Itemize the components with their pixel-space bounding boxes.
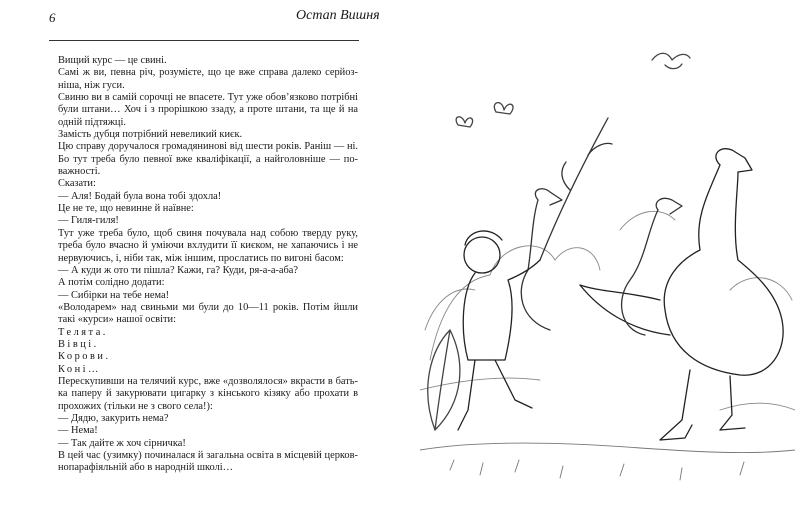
paragraph: — Дядю, закурить нема? bbox=[58, 412, 169, 424]
paragraph: — Аля! Бодай була вона тобі здохла! bbox=[58, 190, 222, 202]
paragraph: — Гиля-гиля! bbox=[58, 215, 119, 227]
paragraph: Самі ж ви, певна річ, розумієте, що це вже справа далеко серйозніша, ніж гуси. bbox=[58, 67, 358, 91]
paragraph: А потім солідно додати: bbox=[58, 277, 165, 289]
header-rule bbox=[49, 40, 359, 41]
ground-grass bbox=[420, 443, 795, 480]
paragraph: В цей час (узимку) починалася й загальна освіта в місцевій церковнопарафіяльній або в народній школі… bbox=[58, 450, 358, 474]
branch-stick bbox=[540, 118, 612, 260]
paragraph: Сказати: bbox=[58, 178, 96, 190]
course-item: Корови. bbox=[58, 351, 111, 363]
bird-icon bbox=[652, 53, 690, 68]
paragraph: Свиню ви в самій сорочці не впасете. Тут уже обов’язково потрібні були штани… Хоч і з прорішкою ззаду, а проте штани, та ще й на одній підтяжці. bbox=[58, 92, 358, 128]
paragraph: Замість дубця потрібний невеликий києк. bbox=[58, 129, 243, 141]
paragraph: Перескупивши на телячий курс, вже «дозволялося» вкрасти в батька паперу й закурювати цигарку з кінського кізяку або прохати в прохожих (тільки не з свого села!): bbox=[58, 375, 358, 412]
paragraph: Вищий курс — це свині. bbox=[58, 55, 167, 66]
course-item: Коні… bbox=[58, 363, 101, 375]
paragraph: — Так дайте ж хоч сірничка! bbox=[58, 437, 186, 449]
leaf bbox=[428, 330, 460, 430]
goose-large bbox=[580, 149, 783, 440]
butterfly-icon bbox=[456, 103, 513, 127]
paragraph: Це не те, що невинне й наївне: bbox=[58, 203, 194, 215]
running-title: Остап Вишня bbox=[296, 8, 380, 23]
course-item: Вівці. bbox=[58, 338, 99, 350]
paragraph: — Сибірки на тебе нема! bbox=[58, 289, 170, 301]
illustration-boy-geese bbox=[420, 30, 795, 490]
body-text bbox=[58, 55, 358, 475]
paragraph: Цю справу доручалося громадянинові від шести років. Раніш — ні. Бо тут треба було певної вже кваліфікації, а найголовніше — поважності. bbox=[58, 141, 358, 178]
page-number: 6 bbox=[49, 10, 56, 25]
paragraph: — Нема! bbox=[58, 425, 98, 437]
course-item: Телята. bbox=[58, 326, 108, 338]
boy-figure bbox=[458, 231, 540, 430]
paragraph: «Володарем» над свиньми ми були до 10—11 років. Потім йшли такі «курси» нашої освіти: bbox=[58, 301, 358, 326]
paragraph: — А куди ж ото ти пішла? Кажи, га? Куди, ря-а-а-аба? bbox=[58, 264, 299, 276]
paragraph: Тут уже треба було, щоб свиня почувала над собою тверду руку, треба було вчасно й уміючи вхлудити її києком, не хапаючись і не нервуючись, і, ніби так, між іншим, прослатись по вигоні басом: bbox=[58, 227, 358, 264]
